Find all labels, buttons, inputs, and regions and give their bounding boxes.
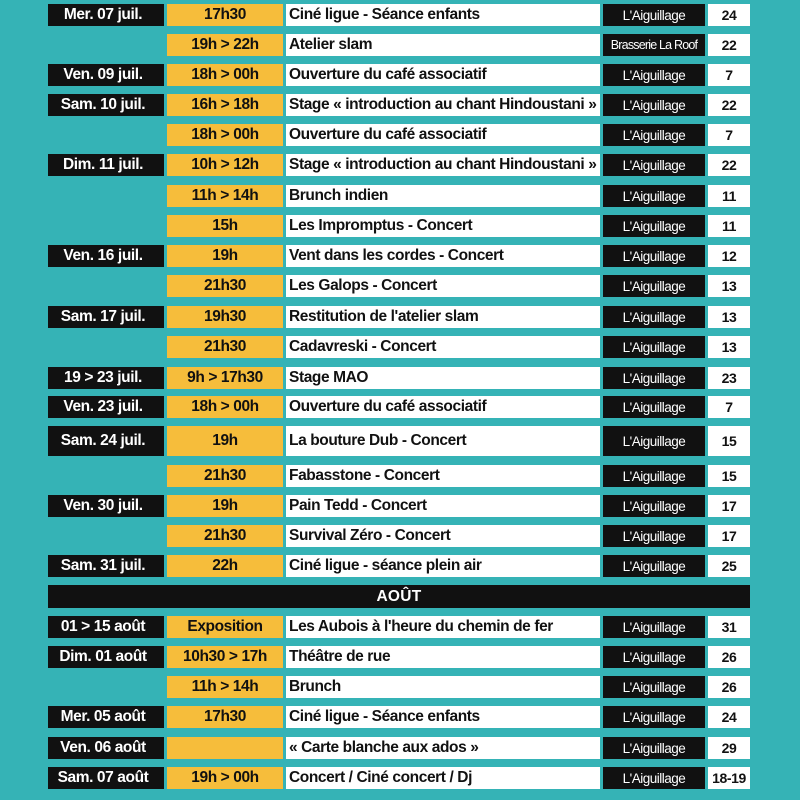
table-row xyxy=(0,4,800,26)
time-cell: 10h30 > 17h xyxy=(167,646,283,668)
event-title-cell: Brunch indien xyxy=(286,185,600,207)
event-title-cell: Ciné ligue - Séance enfants xyxy=(286,4,600,26)
event-title-cell: Ciné ligue - Séance enfants xyxy=(286,706,600,728)
event-title-cell: Restitution de l'atelier slam xyxy=(286,306,600,328)
time-cell: 11h > 14h xyxy=(167,185,283,207)
page-number-cell: 7 xyxy=(708,124,750,146)
date-cell: Sam. 17 juil. xyxy=(48,306,164,328)
venue-cell: L'Aiguillage xyxy=(603,154,705,176)
time-cell: 19h30 xyxy=(167,306,283,328)
time-cell: 18h > 00h xyxy=(167,124,283,146)
table-row xyxy=(0,367,800,389)
time-cell: 18h > 00h xyxy=(167,64,283,86)
page-number-cell: 25 xyxy=(708,555,750,577)
venue-cell: L'Aiguillage xyxy=(603,185,705,207)
time-cell: 19h > 00h xyxy=(167,767,283,789)
venue-cell: L'Aiguillage xyxy=(603,306,705,328)
venue-cell: L'Aiguillage xyxy=(603,245,705,267)
event-title-cell: Cadavreski - Concert xyxy=(286,336,600,358)
time-cell: 16h > 18h xyxy=(167,94,283,116)
table-row xyxy=(0,706,800,728)
page-number-cell: 15 xyxy=(708,426,750,456)
venue-cell: L'Aiguillage xyxy=(603,94,705,116)
table-row xyxy=(0,306,800,328)
venue-cell: L'Aiguillage xyxy=(603,215,705,237)
table-row xyxy=(0,737,800,759)
table-row xyxy=(0,426,800,456)
table-row xyxy=(0,336,800,358)
page-number-cell: 24 xyxy=(708,706,750,728)
time-cell: 21h30 xyxy=(167,525,283,547)
time-cell xyxy=(167,737,283,759)
time-cell: 21h30 xyxy=(167,275,283,297)
page-number-cell: 22 xyxy=(708,94,750,116)
time-cell: 15h xyxy=(167,215,283,237)
event-title-cell: Stage « introduction au chant Hindoustani » xyxy=(286,94,600,116)
venue-cell: L'Aiguillage xyxy=(603,426,705,456)
venue-cell: L'Aiguillage xyxy=(603,495,705,517)
time-cell: 22h xyxy=(167,555,283,577)
date-cell: Sam. 10 juil. xyxy=(48,94,164,116)
venue-cell: L'Aiguillage xyxy=(603,555,705,577)
date-cell: Ven. 06 août xyxy=(48,737,164,759)
page-number-cell: 22 xyxy=(708,154,750,176)
venue-cell: L'Aiguillage xyxy=(603,646,705,668)
table-row xyxy=(0,616,800,638)
time-cell: 19h xyxy=(167,245,283,267)
venue-cell: L'Aiguillage xyxy=(603,465,705,487)
event-title-cell: Stage « introduction au chant Hindoustani » xyxy=(286,154,600,176)
date-cell: Sam. 31 juil. xyxy=(48,555,164,577)
event-title-cell: Ouverture du café associatif xyxy=(286,124,600,146)
page-number-cell: 23 xyxy=(708,367,750,389)
table-row xyxy=(0,34,800,56)
page-number-cell: 17 xyxy=(708,495,750,517)
page-number-cell: 26 xyxy=(708,646,750,668)
time-cell: 19h > 22h xyxy=(167,34,283,56)
page-number-cell: 13 xyxy=(708,336,750,358)
event-title-cell: Atelier slam xyxy=(286,34,600,56)
event-title-cell: Ouverture du café associatif xyxy=(286,64,600,86)
time-cell: 17h30 xyxy=(167,4,283,26)
date-cell: Mer. 05 août xyxy=(48,706,164,728)
venue-cell: Brasserie La Roof xyxy=(603,34,705,56)
table-row xyxy=(0,185,800,207)
page-number-cell: 7 xyxy=(708,396,750,418)
date-cell: Ven. 09 juil. xyxy=(48,64,164,86)
event-title-cell: Vent dans les cordes - Concert xyxy=(286,245,600,267)
table-row xyxy=(0,555,800,577)
date-cell: Sam. 07 août xyxy=(48,767,164,789)
venue-cell: L'Aiguillage xyxy=(603,367,705,389)
date-cell: Sam. 24 juil. xyxy=(48,426,164,456)
event-title-cell: Les Aubois à l'heure du chemin de fer xyxy=(286,616,600,638)
page-number-cell: 13 xyxy=(708,306,750,328)
page-number-cell: 26 xyxy=(708,676,750,698)
event-title-cell: Fabasstone - Concert xyxy=(286,465,600,487)
date-cell: Ven. 23 juil. xyxy=(48,396,164,418)
venue-cell: L'Aiguillage xyxy=(603,64,705,86)
table-row xyxy=(0,275,800,297)
date-cell: 19 > 23 juil. xyxy=(48,367,164,389)
date-cell: Mer. 07 juil. xyxy=(48,4,164,26)
table-row xyxy=(0,767,800,789)
page-number-cell: 7 xyxy=(708,64,750,86)
page-number-cell: 11 xyxy=(708,215,750,237)
event-title-cell: La bouture Dub - Concert xyxy=(286,426,600,456)
event-title-cell: Ouverture du café associatif xyxy=(286,396,600,418)
table-row xyxy=(0,525,800,547)
page-number-cell: 22 xyxy=(708,34,750,56)
table-row xyxy=(0,646,800,668)
event-title-cell: Les Impromptus - Concert xyxy=(286,215,600,237)
venue-cell: L'Aiguillage xyxy=(603,525,705,547)
page-number-cell: 11 xyxy=(708,185,750,207)
date-cell: Dim. 01 août xyxy=(48,646,164,668)
event-title-cell: Les Galops - Concert xyxy=(286,275,600,297)
table-row xyxy=(0,64,800,86)
time-cell: 17h30 xyxy=(167,706,283,728)
date-cell: 01 > 15 août xyxy=(48,616,164,638)
venue-cell: L'Aiguillage xyxy=(603,396,705,418)
table-row xyxy=(0,94,800,116)
table-row xyxy=(0,245,800,267)
table-row xyxy=(0,465,800,487)
page-number-cell: 31 xyxy=(708,616,750,638)
venue-cell: L'Aiguillage xyxy=(603,737,705,759)
page-number-cell: 12 xyxy=(708,245,750,267)
time-cell: 21h30 xyxy=(167,336,283,358)
table-row xyxy=(0,124,800,146)
time-cell: 11h > 14h xyxy=(167,676,283,698)
event-title-cell: Concert / Ciné concert / Dj xyxy=(286,767,600,789)
event-title-cell: Pain Tedd - Concert xyxy=(286,495,600,517)
event-title-cell: Survival Zéro - Concert xyxy=(286,525,600,547)
table-row xyxy=(0,495,800,517)
venue-cell: L'Aiguillage xyxy=(603,616,705,638)
date-cell: Dim. 11 juil. xyxy=(48,154,164,176)
venue-cell: L'Aiguillage xyxy=(603,124,705,146)
venue-cell: L'Aiguillage xyxy=(603,676,705,698)
venue-cell: L'Aiguillage xyxy=(603,4,705,26)
table-row xyxy=(0,676,800,698)
table-row xyxy=(0,154,800,176)
page-number-cell: 29 xyxy=(708,737,750,759)
venue-cell: L'Aiguillage xyxy=(603,767,705,789)
table-row xyxy=(0,215,800,237)
date-cell: Ven. 30 juil. xyxy=(48,495,164,517)
event-title-cell: Ciné ligue - séance plein air xyxy=(286,555,600,577)
venue-cell: L'Aiguillage xyxy=(603,336,705,358)
time-cell: 19h xyxy=(167,426,283,456)
event-title-cell: « Carte blanche aux ados » xyxy=(286,737,600,759)
page-number-cell: 18-19 xyxy=(708,767,750,789)
date-cell: Ven. 16 juil. xyxy=(48,245,164,267)
venue-cell: L'Aiguillage xyxy=(603,275,705,297)
time-cell: Exposition xyxy=(167,616,283,638)
page-number-cell: 15 xyxy=(708,465,750,487)
event-title-cell: Stage MAO xyxy=(286,367,600,389)
event-title-cell: Brunch xyxy=(286,676,600,698)
time-cell: 10h > 12h xyxy=(167,154,283,176)
table-row xyxy=(0,396,800,418)
event-title-cell: Théâtre de rue xyxy=(286,646,600,668)
time-cell: 9h > 17h30 xyxy=(167,367,283,389)
month-header: AOÛT xyxy=(48,585,750,608)
time-cell: 18h > 00h xyxy=(167,396,283,418)
page-number-cell: 13 xyxy=(708,275,750,297)
time-cell: 21h30 xyxy=(167,465,283,487)
page-number-cell: 24 xyxy=(708,4,750,26)
time-cell: 19h xyxy=(167,495,283,517)
venue-cell: L'Aiguillage xyxy=(603,706,705,728)
page-number-cell: 17 xyxy=(708,525,750,547)
